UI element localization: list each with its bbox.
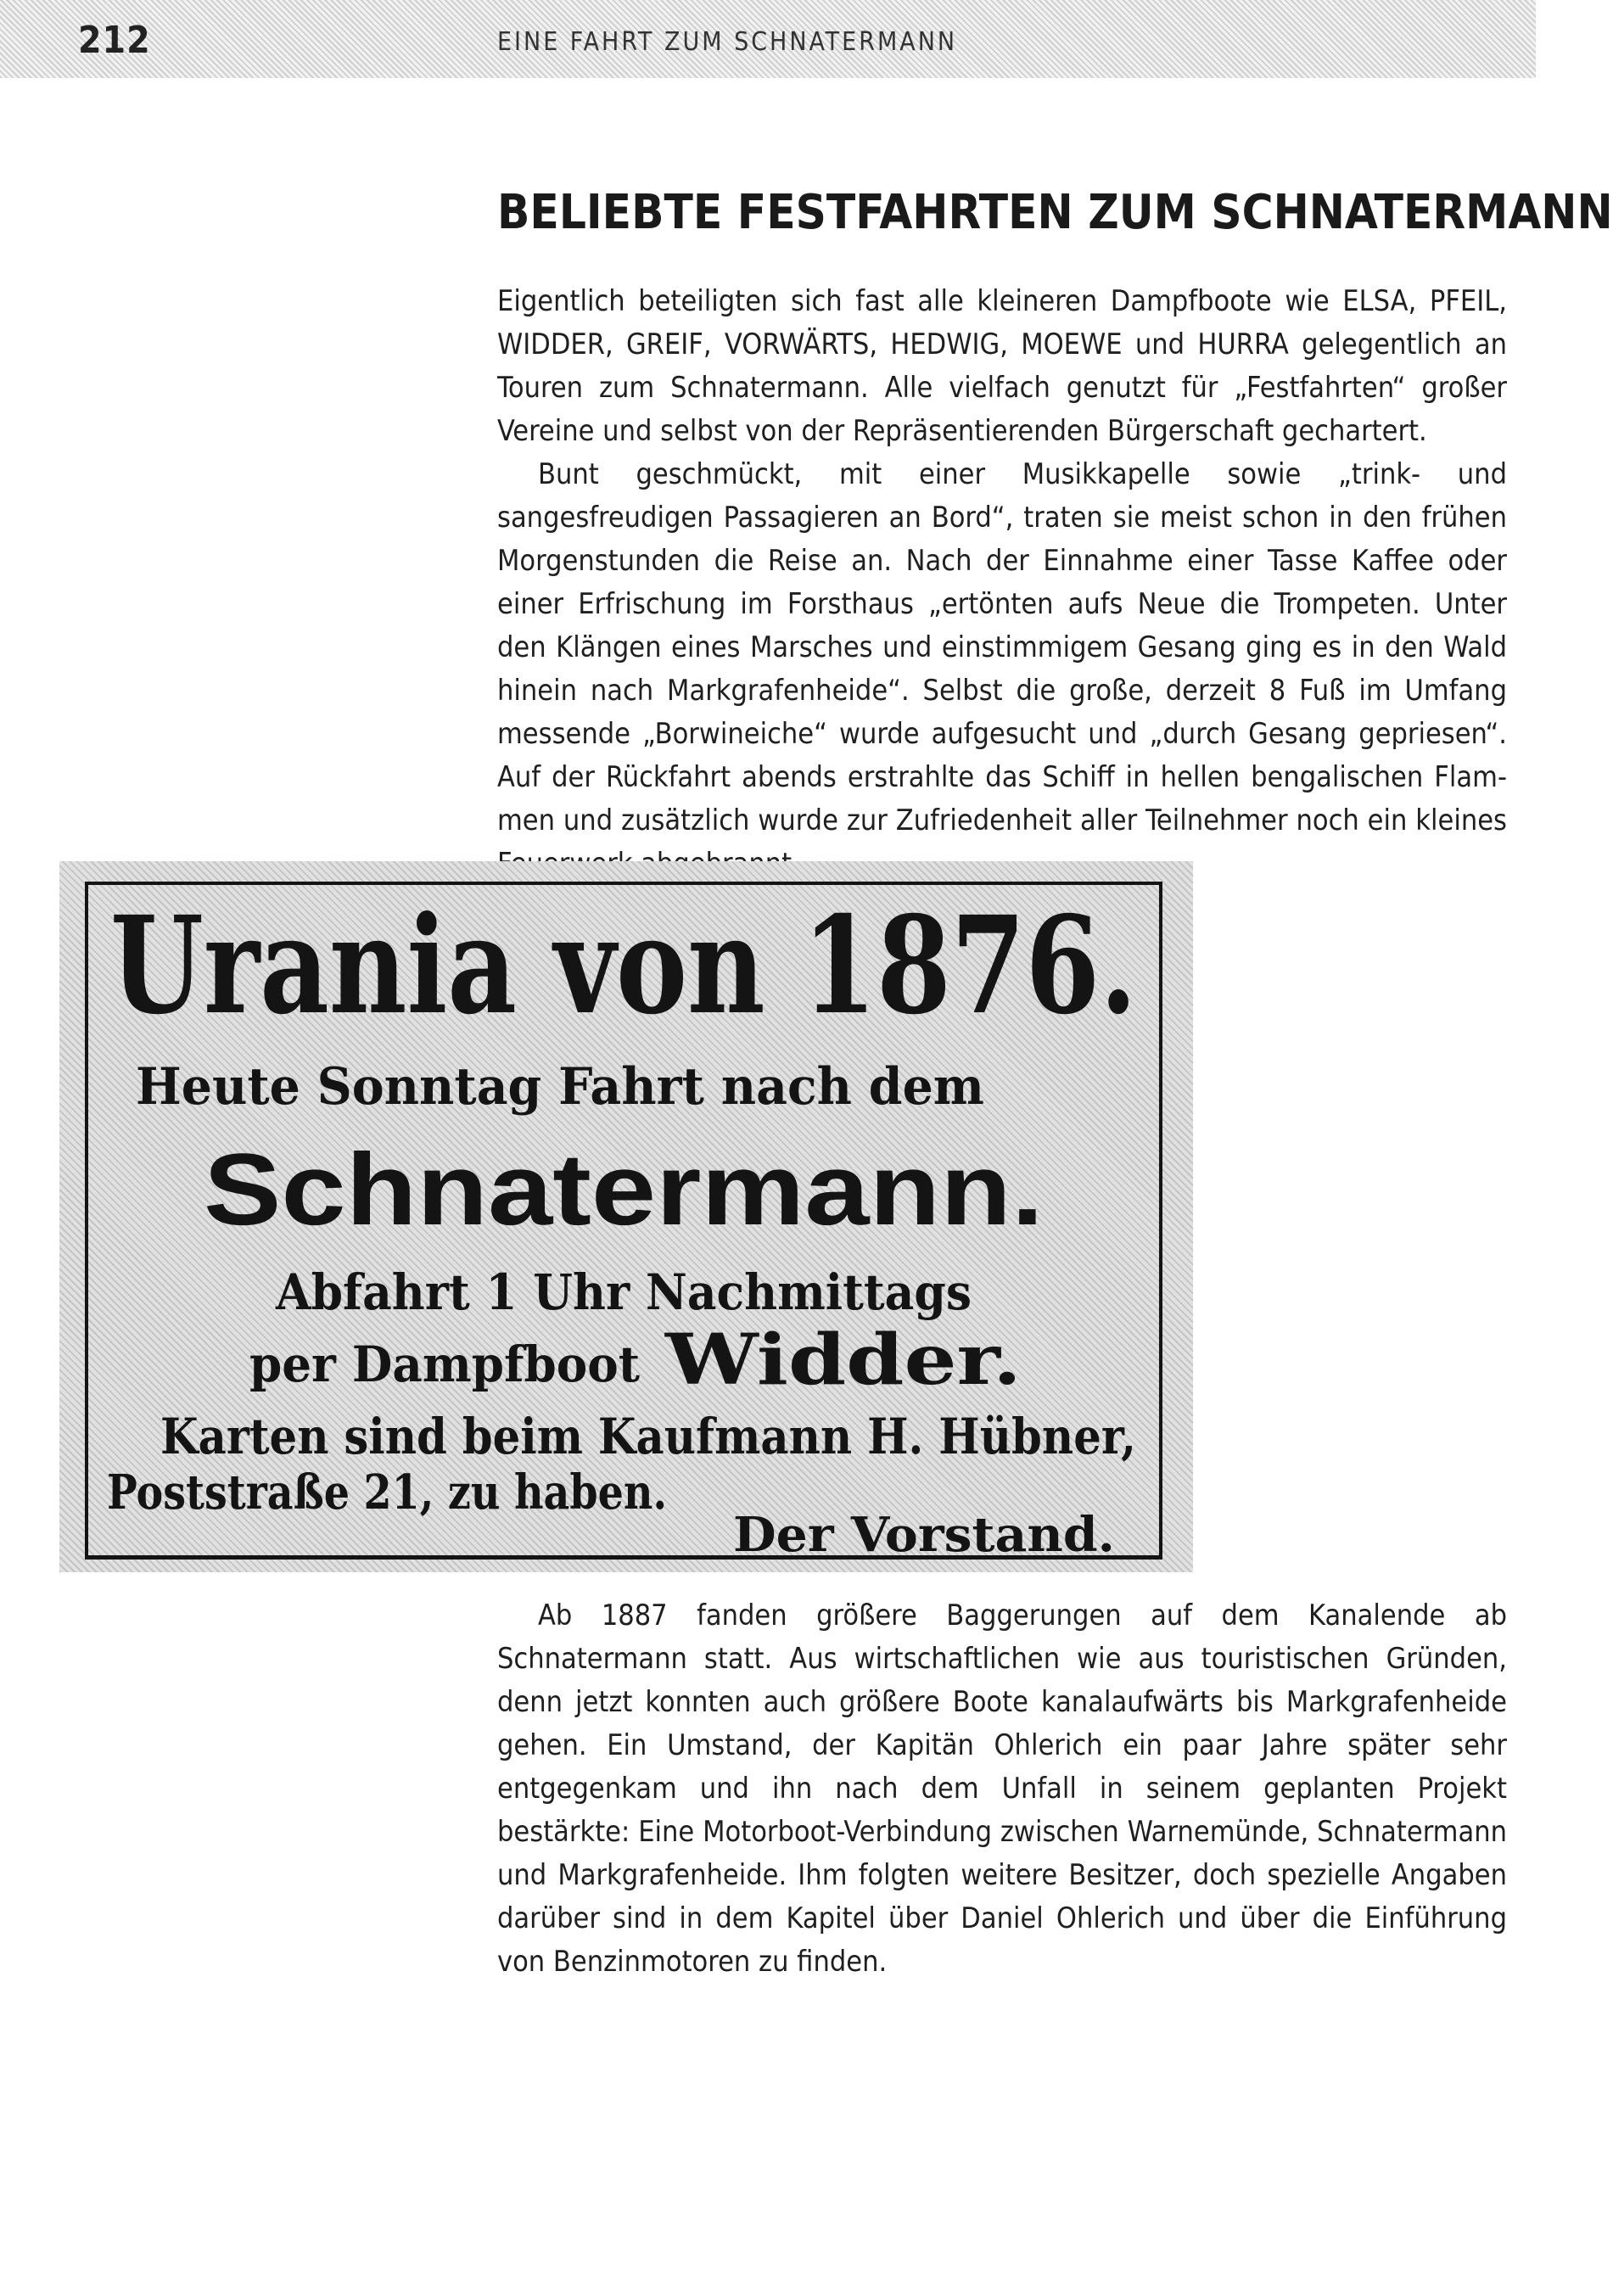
ad-destination: Schnatermann. (204, 1133, 1044, 1246)
ad-headline: Urania von 1876. (110, 888, 1137, 1044)
page-number: 212 (78, 19, 151, 62)
paragraph: Eigentlich beteiligten sich fast alle kleineren Dampfboote wie ELSA, PFEIL, WIDDER, GREIF, VORWÄRTS, HEDWIG, MOEWE und HURRA gelegentlich an Touren zum Schnatermann. Alle vielfach genutzt für „Festfahrten“ großer Vereine und selbst von der Repräsentierenden Bürgerschaft gechartert. (497, 284, 1507, 448)
advertisement-type (88, 885, 1159, 1563)
ad-boat-name: Widder. (664, 1319, 1022, 1401)
ad-ticket-info: Karten sind beim Kaufmann H. Hübner, (160, 1408, 1136, 1465)
ad-steamboat-label: per Dampfboot (249, 1336, 641, 1393)
running-title: EINE FAHRT ZUM SCHNATERMANN (497, 27, 958, 57)
intro-text (497, 280, 1507, 886)
section-heading: BELIEBTE FESTFAHRTEN ZUM SCHNATERMANN (497, 185, 1613, 240)
advertisement-frame (85, 882, 1162, 1563)
closing-text (497, 1594, 1507, 1984)
ad-signature: Der Vorstand. (733, 1507, 1115, 1563)
paragraph: Bunt geschmückt, mit einer Musikkapelle sowie „trink- und sangesfreudigen Passagieren an Bord“, traten sie meist schon in den frühen Morgenstunden die Reise an. Nach der Einnahme einer Tasse Kaffee oder einer Erfrischung im Forsthaus „ertönten aufs Neue die Trompeten. Unter den Klängen eines Marsches und einstimmigem Gesang ging es in den Wald hinein nach Markgrafenheide“. Selbst die große, derzeit 8 Fuß im Umfang messende „Borwineiche“ wurde aufgesucht und „durch Gesang gepriesen“. Auf der Rückfahrt abends erstrahlte das Schiff in hellen bengalischen Flammen und zusätzlich wurde zur Zufriedenheit aller Teilnehmer noch ein kleines (497, 457, 1507, 837)
ad-departure-time: Abfahrt 1 Uhr Nachmittags (275, 1263, 972, 1321)
newspaper-advertisement-image (59, 861, 1193, 1572)
running-header-band (0, 0, 1536, 78)
ad-line-sunday-trip: Heute Sonntag Fahrt nach dem (136, 1057, 984, 1117)
ad-address: Poststraße 21, zu haben. (107, 1464, 667, 1520)
paragraph: Ab 1887 fanden größere Baggerungen auf dem Kanalende ab Schnatermann statt. Aus wirtschaftlichen wie aus touristischen Gründen, denn jetzt konnten auch größere Boote kanalaufwärts bis Markgrafenheide gehen. Ein Umstand, der Kapitän Ohlerich ein paar Jahre später sehr entgegenkam und ihn nach dem Unfall in seinem geplanten Projekt bestärkte: Eine Motorboot-Verbindung zwischen Warnemünde, Schnatermann und Markgrafenheide. Ihm folgten weitere Besitzer, doch spezielle Angaben darüber sind in dem Kapitel über Daniel Ohlerich und über die Einführung von Benzinmotoren zu finden. (497, 1599, 1507, 1979)
